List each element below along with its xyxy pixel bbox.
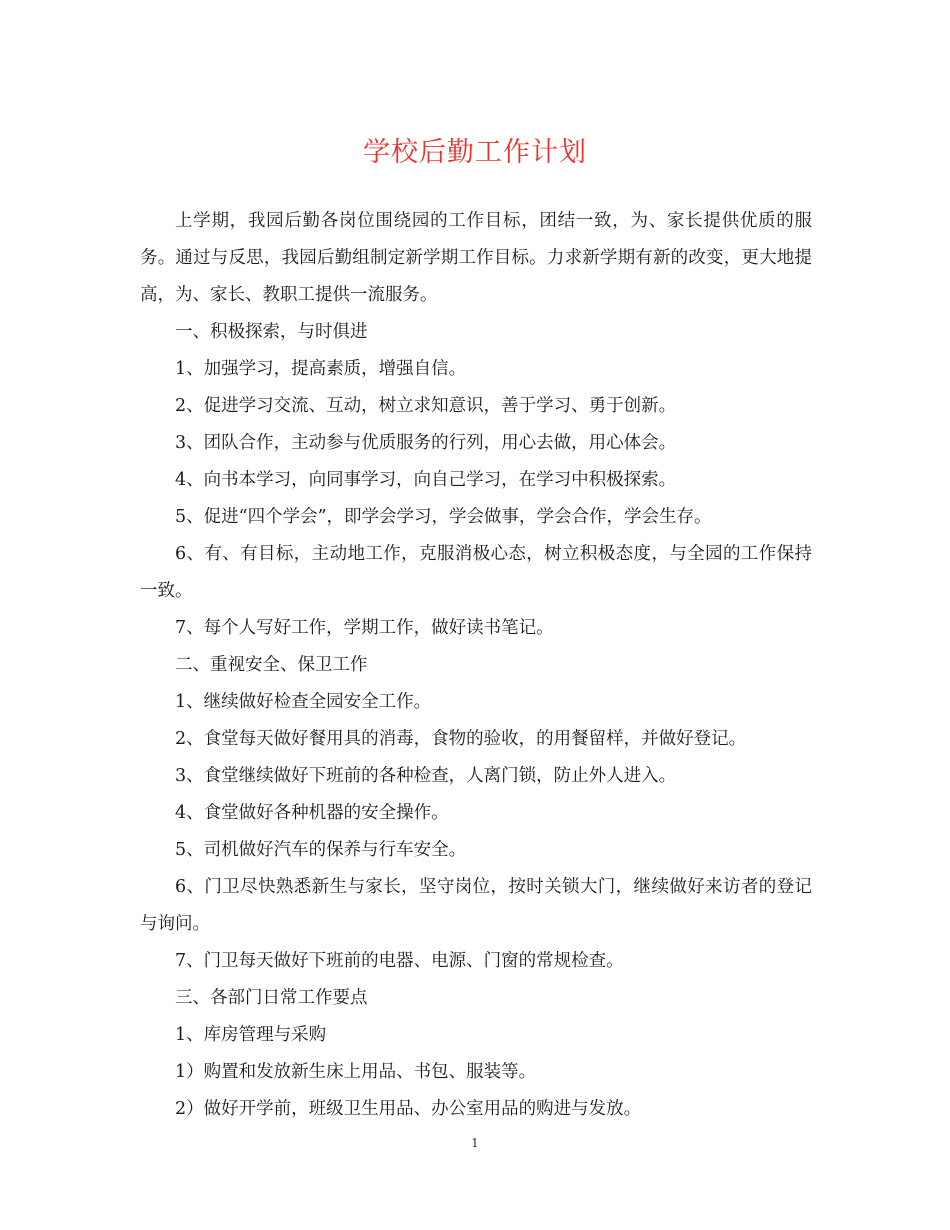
list-item: 3、团队合作，主动参与优质服务的行列，用心去做，用心体会。 xyxy=(175,433,677,453)
list-item: 7、门卫每天做好下班前的电器、电源、门窗的常规检查。 xyxy=(175,951,624,971)
list-item: 4、食堂做好各种机器的安全操作。 xyxy=(175,803,449,823)
list-item: 7、每个人写好工作，学期工作，做好读书笔记。 xyxy=(175,618,554,638)
list-item: 2）做好开学前，班级卫生用品、办公室用品的购进与发放。 xyxy=(175,1099,642,1119)
section-heading-2: 二、重视安全、保卫工作 xyxy=(175,655,368,675)
document-title: 学校后勤工作计划 xyxy=(363,137,587,168)
list-item: 1）购置和发放新生床上用品、书包、服装等。 xyxy=(175,1062,537,1082)
list-item: 5、司机做好汽车的保养与行车安全。 xyxy=(175,840,467,860)
section-heading-1: 一、积极探索，与时俱进 xyxy=(175,322,368,342)
list-item: 1、继续做好检查全园安全工作。 xyxy=(175,692,432,712)
list-item: 4、向书本学习，向同事学习，向自己学习，在学习中积极探索。 xyxy=(175,470,677,490)
list-item: 6、门卫尽快熟悉新生与家长，坚守岗位，按时关锁大门，继续做好来访者的登记与询问。 xyxy=(140,877,812,934)
list-item: 5、促进“四个学会”，即学会学习，学会做事，学会合作，学会生存。 xyxy=(175,507,712,527)
page-number: 1 xyxy=(471,1136,479,1150)
list-item: 6、有、有目标，主动地工作，克服消极心态，树立积极态度，与全园的工作保持一致。 xyxy=(140,544,812,601)
document-body xyxy=(140,203,812,1128)
list-item: 1、库房管理与采购 xyxy=(175,1025,327,1045)
paragraph-intro: 上学期，我园后勤各岗位围绕园的工作目标，团结一致，为、家长提供优质的服务。通过与反思，我园后勤组制定新学期工作目标。力求新学期有新的改变，更大地提高，为、家长、教职工提供一流服务。 xyxy=(140,211,812,305)
list-item: 3、食堂继续做好下班前的各种检查，人离门锁，防止外人进入。 xyxy=(175,766,677,786)
list-item: 1、加强学习，提高素质，增强自信。 xyxy=(175,359,467,379)
list-item: 2、促进学习交流、互动，树立求知意识，善于学习、勇于创新。 xyxy=(175,396,677,416)
section-heading-3: 三、各部门日常工作要点 xyxy=(175,988,368,1008)
list-item: 2、食堂每天做好餐用具的消毒，食物的验收，的用餐留样，并做好登记。 xyxy=(175,729,747,749)
